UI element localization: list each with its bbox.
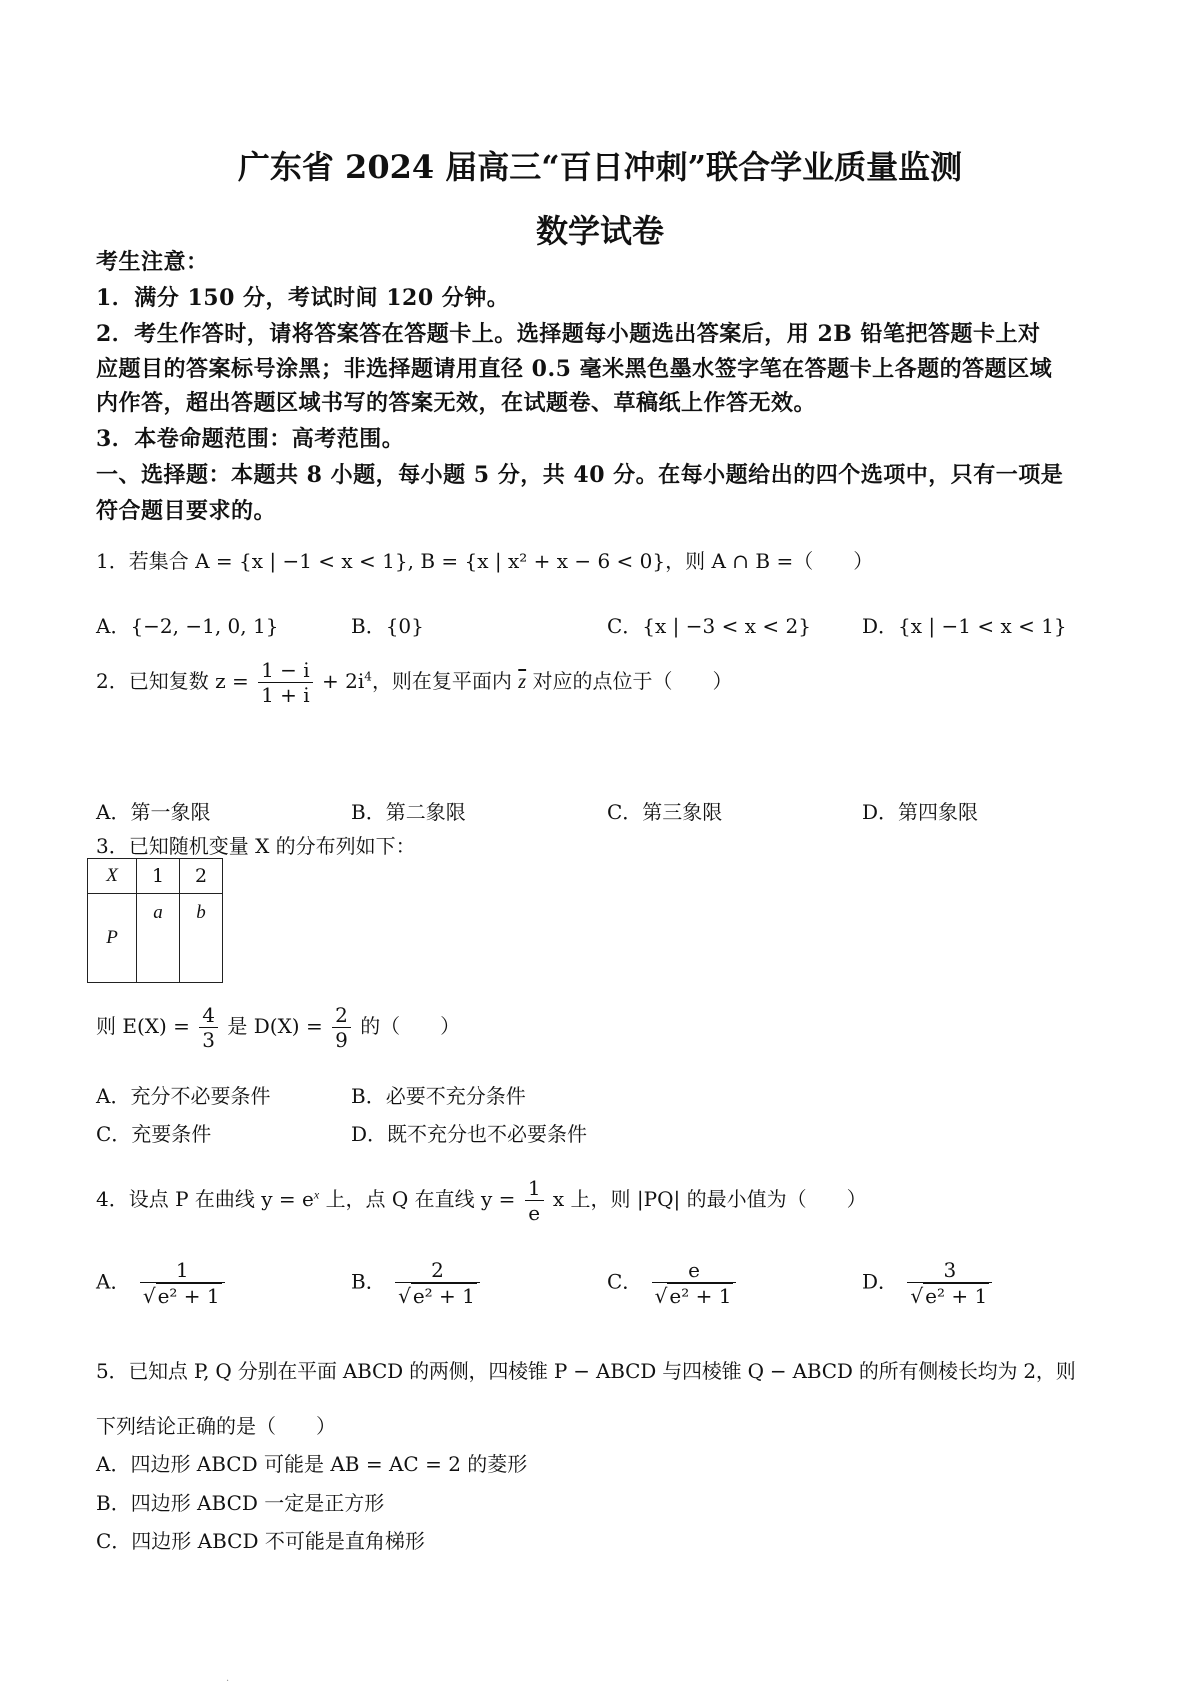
option-denominator: √ e² + 1	[654, 1284, 732, 1308]
question-4-option-c	[607, 1258, 739, 1308]
question-1-option-d: D．{x | −1 < x < 1}	[862, 614, 1067, 638]
question-4-option-d	[862, 1258, 995, 1308]
notice-item-2-line-3: 内作答，超出答题区域书写的答案无效，在试题卷、草稿纸上作答无效。	[96, 390, 817, 416]
question-3-option-c: C．充要条件	[96, 1122, 212, 1146]
question-3-fraction-2-denominator: 9	[335, 1028, 348, 1052]
question-2-fraction	[258, 658, 313, 707]
question-5-line-2: 下列结论正确的是（ ）	[96, 1414, 336, 1438]
question-2-zbar: $\overline{z}$	[518, 671, 527, 693]
question-3-fraction-2	[332, 1003, 351, 1052]
option-denominator: √ e² + 1	[142, 1284, 220, 1308]
question-4-fraction-numerator: 1	[525, 1176, 544, 1201]
question-2-option-c: C．第三象限	[607, 800, 723, 824]
distribution-table	[87, 858, 223, 983]
question-4-option-a	[96, 1258, 228, 1308]
question-2-option-a: A．第一象限	[96, 800, 211, 824]
question-3-condition-prefix: 则 E(X) =	[96, 1014, 190, 1038]
question-2-suffix-2: 对应的点位于（ ）	[532, 669, 733, 693]
table-cell: 2	[180, 859, 223, 894]
question-4-part-2: 上，点 Q 在直线 y =	[325, 1187, 516, 1211]
question-3-option-b: B．必要不充分条件	[351, 1084, 526, 1108]
question-4-option-b	[351, 1258, 483, 1308]
question-2-fraction-numerator: 1 − i	[258, 658, 313, 683]
notice-item-1: 1．满分 150 分，考试时间 120 分钟。	[96, 285, 510, 311]
section-1-line-1: 一、选择题：本题共 8 小题，每小题 5 分，共 40 分。在每小题给出的四个选项中，只有一项是	[96, 462, 1064, 488]
question-3-fraction-1	[199, 1003, 218, 1052]
option-radicand: e² + 1	[669, 1284, 732, 1308]
option-radicand: e² + 1	[925, 1284, 988, 1308]
option-label: A．	[96, 1269, 131, 1294]
table-cell: P	[88, 894, 137, 983]
question-4-fraction	[525, 1176, 544, 1225]
question-3-condition	[96, 1003, 460, 1052]
exam-title: 广东省 2024 届高三“百日冲刺”联合学业质量监测	[237, 148, 963, 186]
option-numerator: e	[652, 1258, 737, 1283]
option-numerator: 1	[140, 1258, 225, 1283]
option-fraction	[395, 1258, 480, 1308]
notice-item-3: 3．本卷命题范围：高考范围。	[96, 426, 405, 452]
question-2-exponent: 4	[364, 669, 372, 684]
question-2-option-b: B．第二象限	[351, 800, 466, 824]
table-cell: 1	[137, 859, 180, 894]
question-3-option-d: D．既不充分也不必要条件	[351, 1122, 588, 1146]
question-4-stem	[96, 1176, 867, 1225]
table-row	[88, 859, 223, 894]
question-1-option-b: B．{0}	[351, 614, 424, 638]
question-2-option-d: D．第四象限	[862, 800, 979, 824]
question-2-stem	[96, 658, 732, 707]
notice-item-2-line-2: 应题目的答案标号涂黑；非选择题请用直径 0.5 毫米黑色墨水签字笔在答题卡上各题的答题区域	[96, 356, 1053, 382]
question-4-part-3: x 上，则 |PQ| 的最小值为（ ）	[552, 1187, 867, 1211]
page-mark: ·	[226, 1676, 230, 1687]
option-label: B．	[351, 1269, 386, 1294]
option-fraction	[652, 1258, 737, 1308]
option-label: C．	[607, 1269, 643, 1294]
option-denominator: √ e² + 1	[910, 1284, 988, 1308]
option-fraction	[140, 1258, 225, 1308]
question-3-option-a: A．充分不必要条件	[96, 1084, 271, 1108]
table-cell: a	[137, 894, 180, 983]
question-3-fraction-1-denominator: 3	[202, 1028, 216, 1052]
question-2-suffix-1: ，则在复平面内	[371, 669, 512, 693]
table-row	[88, 894, 223, 983]
table-cell: X	[88, 859, 137, 894]
question-2-fraction-denominator: 1 + i	[261, 683, 310, 707]
option-fraction	[907, 1258, 992, 1308]
question-5-option-a: A．四边形 ABCD 可能是 AB = AC = 2 的菱形	[96, 1452, 528, 1476]
question-3-fraction-1-numerator: 4	[199, 1003, 218, 1028]
question-5-option-c: C．四边形 ABCD 不可能是直角梯形	[96, 1529, 425, 1553]
option-radicand: e² + 1	[157, 1284, 220, 1308]
question-3-stem: 3．已知随机变量 X 的分布列如下：	[96, 834, 416, 858]
question-1-option-a: A．{−2, −1, 0, 1}	[96, 614, 279, 638]
question-1-stem: 1．若集合 A = {x | −1 < x < 1}, B = {x | x² + x − 6 < 0}，则 A ∩ B =（ ）	[96, 549, 874, 573]
table-cell: b	[180, 894, 223, 983]
section-1-line-2: 符合题目要求的。	[96, 498, 277, 524]
notice-heading: 考生注意：	[96, 249, 209, 275]
question-4-fraction-denominator: e	[528, 1201, 541, 1225]
option-numerator: 3	[907, 1258, 992, 1283]
question-3-condition-suffix: 的（ ）	[360, 1014, 461, 1038]
exam-subtitle: 数学试卷	[535, 212, 664, 250]
question-3-fraction-2-numerator: 2	[332, 1003, 351, 1028]
option-label: D．	[862, 1269, 899, 1294]
question-4-exponent: x	[313, 1187, 320, 1202]
notice-item-2-line-1: 2．考生作答时，请将答案答在答题卡上。选择题每小题选出答案后，用 2B 铅笔把答题卡上对	[96, 321, 1041, 347]
option-numerator: 2	[395, 1258, 480, 1283]
question-4-part-1: 4．设点 P 在曲线 y = e	[96, 1187, 314, 1211]
question-5-line-1: 5．已知点 P, Q 分别在平面 ABCD 的两侧，四棱锥 P − ABCD 与四棱锥 Q − ABCD 的所有侧棱长均为 2，则	[96, 1359, 1076, 1383]
question-2-mid: + 2i	[322, 669, 365, 693]
question-5-option-b: B．四边形 ABCD 一定是正方形	[96, 1491, 385, 1515]
option-denominator: √ e² + 1	[398, 1284, 475, 1308]
question-2-prefix: 2．已知复数 z =	[96, 669, 249, 693]
question-1-option-c: C．{x | −3 < x < 2}	[607, 614, 811, 638]
option-radicand: e² + 1	[412, 1284, 475, 1308]
question-3-condition-mid: 是 D(X) =	[227, 1014, 323, 1038]
